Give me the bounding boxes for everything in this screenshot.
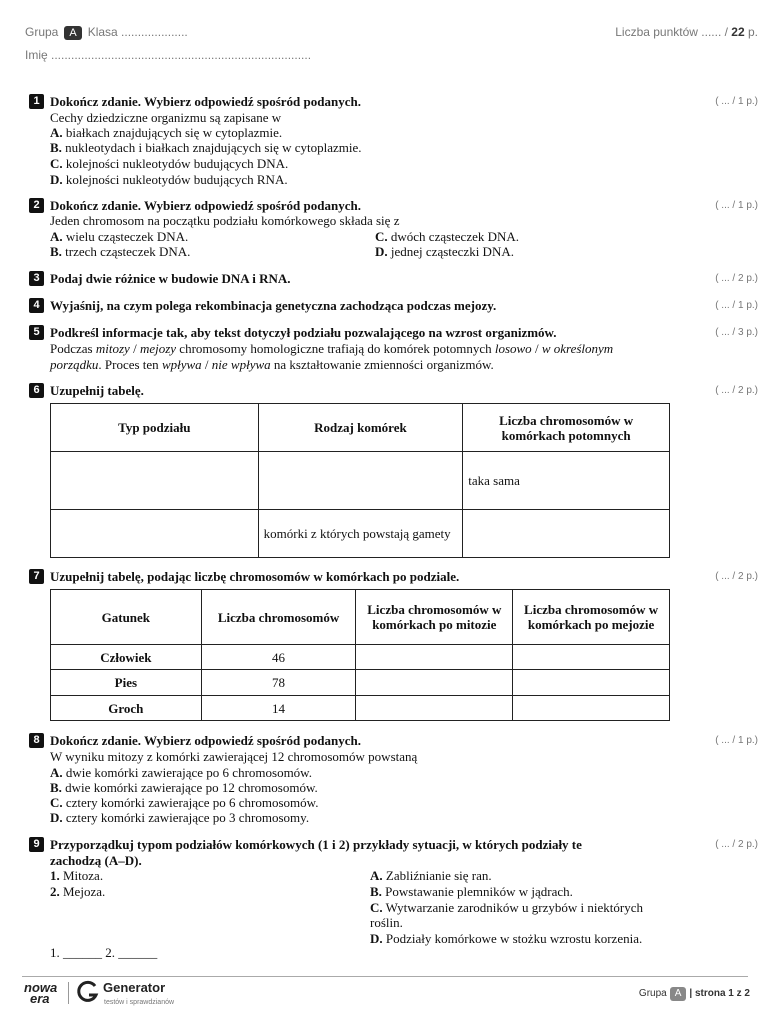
table-cell: Człowiek — [51, 645, 202, 670]
question-6-table — [50, 403, 670, 558]
q2-option-c[interactable]: C. dwóch cząsteczek DNA. — [375, 229, 520, 244]
question-5-text-line-1: Podczas mitozy / mejozy chromosomy homologiczne trafiają do komórek potomnych losowo / w określonym — [50, 341, 614, 356]
footer-group-badge: A — [670, 987, 687, 1001]
group-badge: A — [64, 26, 81, 40]
table-cell-input[interactable] — [51, 510, 259, 558]
question-7-table — [50, 589, 670, 721]
question-5-title: Podkreśl informacje tak, aby tekst dotyczył podziału pozwalającego na wzrost organizmów. — [50, 325, 557, 340]
table-header: Liczba chromosomów w komórkach po mejozie — [513, 590, 670, 645]
table-row — [51, 696, 670, 721]
table-cell: Groch — [51, 696, 202, 721]
table-cell-input[interactable] — [513, 670, 670, 696]
q1-option-d[interactable]: D. kolejności nukleotydów budujących RNA. — [50, 172, 288, 187]
question-1-title: Dokończ zdanie. Wybierz odpowiedź spośród podanych. — [50, 94, 361, 109]
question-6-title: Uzupełnij tabelę. — [50, 383, 144, 398]
question-1-stem: Cechy dziedziczne organizmu są zapisane w — [50, 110, 282, 125]
table-cell: taka sama — [463, 452, 670, 510]
question-2-title: Dokończ zdanie. Wybierz odpowiedź spośród podanych. — [50, 198, 361, 213]
generator-subtitle: testów i sprawdzianów — [104, 999, 175, 1006]
question-number-9: 9 — [29, 837, 44, 852]
q8-option-b[interactable]: B. dwie komórki zawierające po 12 chromosomów. — [50, 780, 318, 795]
question-number-1: 1 — [29, 94, 44, 109]
table-cell-input[interactable] — [258, 452, 463, 510]
q2-option-a[interactable]: A. wielu cząsteczek DNA. — [50, 229, 189, 244]
table-cell: 14 — [201, 696, 356, 721]
group-label: Grupa — [25, 25, 59, 39]
question-8-points: ( ... / 1 p.) — [715, 735, 758, 746]
question-6-points: ( ... / 2 p.) — [715, 385, 758, 396]
q1-option-a[interactable]: A. białkach znajdujących się w cytoplazmie. — [50, 125, 283, 140]
table-cell-input[interactable] — [513, 696, 670, 721]
q9-right-item-b: B. Powstawanie plemników w jądrach. — [370, 884, 573, 899]
question-3-points: ( ... / 2 p.) — [715, 273, 758, 284]
question-number-6: 6 — [29, 383, 44, 398]
option-w-okreslonym[interactable]: w określonym — [541, 341, 614, 356]
q8-option-a[interactable]: A. dwie komórki zawierające po 6 chromosomów. — [50, 765, 312, 780]
q1-option-b[interactable]: B. nukleotydach i białkach znajdujących się w cytoplazmie. — [50, 140, 362, 155]
q2-option-b[interactable]: B. trzech cząsteczek DNA. — [50, 244, 191, 259]
generator-title: Generator — [103, 980, 166, 995]
question-9-title-line-2: zachodzą (A–D). — [50, 853, 142, 868]
table-header: Rodzaj komórek — [258, 404, 463, 452]
table-cell: 46 — [201, 645, 356, 670]
table-cell-input[interactable] — [356, 696, 513, 721]
q8-option-d[interactable]: D. cztery komórki zawierające po 3 chromosomy. — [50, 810, 310, 825]
table-header: Typ podziału — [51, 404, 259, 452]
option-mitozy[interactable]: mitozy — [95, 341, 130, 356]
option-porzadku[interactable]: porządku — [50, 357, 99, 372]
option-mejozy[interactable]: mejozy — [139, 341, 177, 356]
question-5-points: ( ... / 3 p.) — [715, 327, 758, 338]
table-cell-input[interactable] — [51, 452, 259, 510]
q9-answer-line[interactable]: 1. ______ 2. ______ — [50, 945, 158, 960]
question-7-points: ( ... / 2 p.) — [715, 571, 758, 582]
option-nie-wplywa[interactable]: nie wpływa — [211, 357, 271, 372]
table-cell-input[interactable] — [513, 645, 670, 670]
table-header: Liczba chromosomów w komórkach potomnych — [463, 404, 670, 452]
table-row — [51, 670, 670, 696]
question-number-2: 2 — [29, 198, 44, 213]
table-header: Liczba chromosomów w komórkach po mitozie — [356, 590, 513, 645]
q8-option-c[interactable]: C. cztery komórki zawierające po 6 chromosomów. — [50, 795, 319, 810]
question-8-stem: W wyniku mitozy z komórki zawierającej 12 chromosomów powstaną — [50, 749, 418, 764]
footer-divider — [22, 976, 748, 977]
footer-separator — [68, 982, 69, 1004]
question-9-points: ( ... / 2 p.) — [715, 839, 758, 850]
option-losowo[interactable]: losowo — [494, 341, 532, 356]
table-cell: Pies — [51, 670, 202, 696]
table-cell: 78 — [201, 670, 356, 696]
q9-right-item-a: A. Zabliźnianie się ran. — [370, 868, 492, 883]
page-indicator: | strona 1 z 2 — [689, 988, 750, 999]
table-cell-input[interactable] — [463, 510, 670, 558]
question-number-3: 3 — [29, 271, 44, 286]
q1-option-c[interactable]: C. kolejności nukleotydów budujących DNA. — [50, 156, 289, 171]
table-header: Gatunek — [51, 590, 202, 645]
question-8-title: Dokończ zdanie. Wybierz odpowiedź spośród podanych. — [50, 733, 361, 748]
q9-right-item-d: D. Podziały komórkowe w stożku wzrostu korzenia. — [370, 931, 643, 946]
class-field[interactable]: Klasa .................... — [87, 25, 188, 39]
question-2-points: ( ... / 1 p.) — [715, 200, 758, 211]
table-cell-input[interactable] — [356, 645, 513, 670]
question-2-stem: Jeden chromosom na początku podziału komórkowego składa się z — [50, 213, 400, 228]
question-number-7: 7 — [29, 569, 44, 584]
question-7-title: Uzupełnij tabelę, podając liczbę chromosomów w komórkach po podziale. — [50, 569, 460, 584]
table-row — [51, 645, 670, 670]
name-field[interactable]: Imię .............................................................................. — [25, 48, 312, 62]
question-9-title-line-1: Przyporządkuj typom podziałów komórkowych (1 i 2) przykłady sytuacji, w których podziały te — [50, 837, 582, 852]
question-3-title: Podaj dwie różnice w budowie DNA i RNA. — [50, 271, 291, 286]
question-number-8: 8 — [29, 733, 44, 748]
table-header: Liczba chromosomów — [201, 590, 356, 645]
question-4-points: ( ... / 1 p.) — [715, 300, 758, 311]
question-5-text-line-2: porządku. Proces ten wpływa / nie wpływa na kształtowanie zmienności organizmów. — [50, 357, 494, 372]
question-number-5: 5 — [29, 325, 44, 340]
footer-page-info: Grupa A | strona 1 z 2 — [638, 988, 750, 999]
points-total: Liczba punktów ...... / 22 p. — [615, 25, 758, 39]
question-1-points: ( ... / 1 p.) — [715, 96, 758, 107]
generator-icon — [76, 980, 100, 1004]
question-4-title: Wyjaśnij, na czym polega rekombinacja genetyczna zachodząca podczas mejozy. — [50, 298, 497, 313]
header-group — [25, 25, 188, 40]
table-cell-input[interactable] — [356, 670, 513, 696]
question-number-4: 4 — [29, 298, 44, 313]
q9-left-item-1: 1. Mitoza. — [50, 868, 104, 883]
q9-left-item-2: 2. Mejoza. — [50, 884, 106, 899]
table-cell: komórki z których powstają gamety — [258, 510, 463, 558]
nowa-era-logo: nowa era — [24, 980, 58, 1006]
q9-right-item-c-cont: roślin. — [370, 915, 403, 930]
q2-option-d[interactable]: D. jednej cząsteczki DNA. — [375, 244, 514, 259]
option-wplywa[interactable]: wpływa — [161, 357, 202, 372]
q9-right-item-c: C. Wytwarzanie zarodników u grzybów i niektórych — [370, 900, 643, 915]
